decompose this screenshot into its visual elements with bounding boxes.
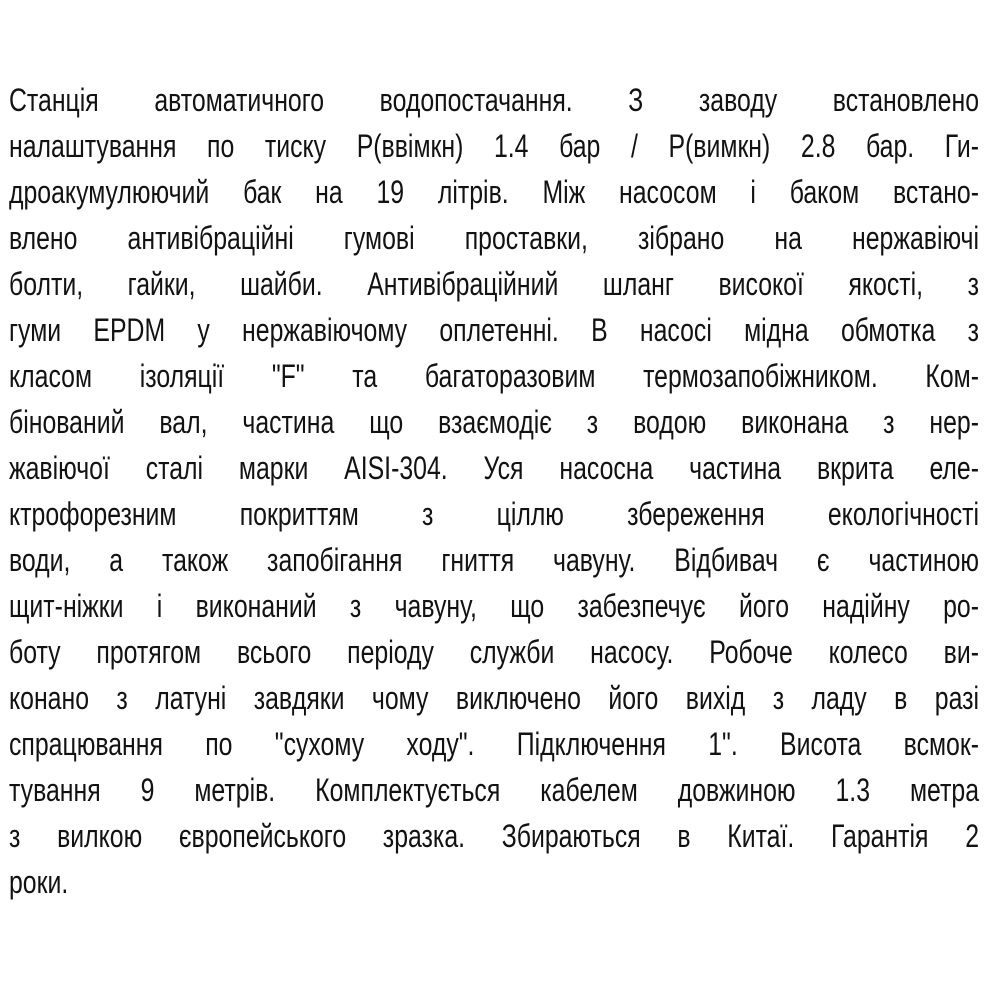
paragraph-line: щит-ніжки і виконаний з чавуну, що забезпечує його надійну ро- (9, 588, 979, 624)
paragraph-line: жавіючої сталі марки AISI-304. Уся насосна частина вкрита еле- (9, 450, 979, 486)
paragraph-line: гуми EPDM у нержавіючому оплетенні. В насосі мідна обмотка з (9, 312, 979, 348)
paragraph-line: Станція автоматичного водопостачання. З заводу встановлено (9, 82, 979, 118)
paragraph-line: дроакумулюючий бак на 19 літрів. Між насосом і баком встано- (9, 174, 979, 210)
paragraph-line: спрацювання по "сухому ходу". Підключення 1". Висота всмок- (9, 726, 979, 762)
paragraph-line: конано з латуні завдяки чому виключено його вихід з ладу в разі (9, 680, 979, 716)
paragraph-line: влено антивібраційні гумові проставки, зібрано на нержавіючі (9, 220, 979, 256)
paragraph-line: ктрофорезним покриттям з ціллю збереження екологічності (9, 496, 979, 532)
paragraph-line: води, а також запобігання гниття чавуну. Відбивач є частиною (9, 542, 979, 578)
paragraph-line: налаштування по тиску Р(ввімкн) 1.4 бар / Р(вимкн) 2.8 бар. Ги- (9, 128, 979, 164)
product-description-paragraph (9, 77, 978, 905)
paragraph-line: болти, гайки, шайби. Антивібраційний шланг високої якості, з (9, 266, 979, 302)
paragraph-line: роки. (9, 864, 69, 900)
paragraph-line: боту протягом всього періоду служби насосу. Робоче колесо ви- (9, 634, 979, 670)
paragraph-line: бінований вал, частина що взаємодіє з водою виконана з нер- (9, 404, 979, 440)
paragraph-line: тування 9 метрів. Комплектується кабелем довжиною 1.3 метра (9, 772, 979, 808)
paragraph-line: класом ізоляції "F" та багаторазовим термозапобіжником. Ком- (9, 358, 979, 394)
paragraph-line: з вилкою європейського зразка. Збираються в Китаї. Гарантія 2 (9, 818, 979, 854)
